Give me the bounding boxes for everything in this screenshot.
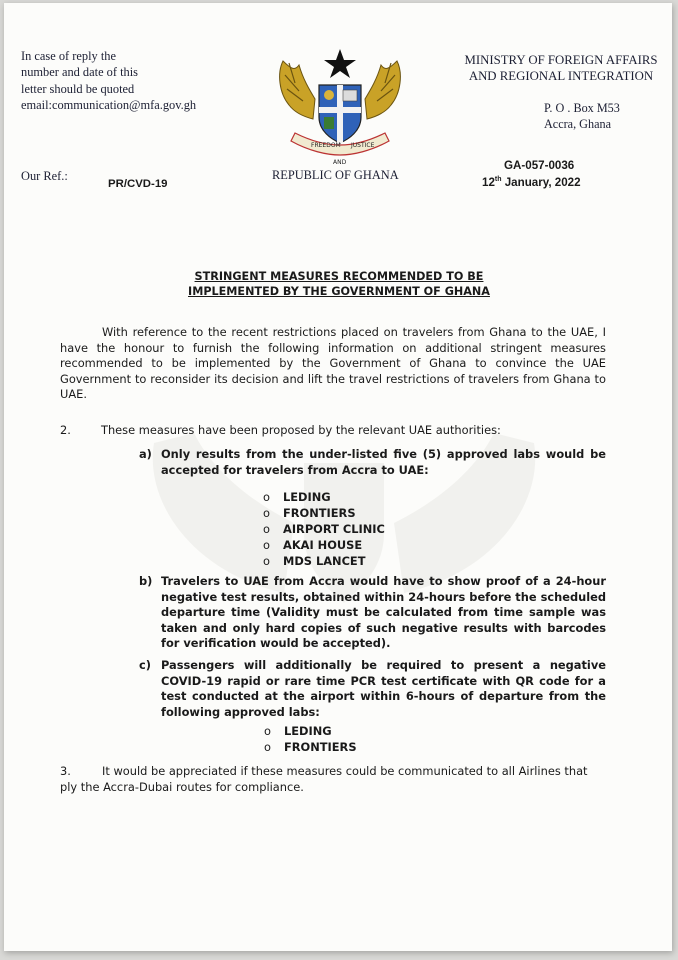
list-item: o LEDING xyxy=(264,723,357,739)
our-ref-label: Our Ref.: xyxy=(21,169,68,183)
reply-note-line: In case of reply the xyxy=(21,49,116,63)
paragraph-3 xyxy=(60,763,606,795)
measure-item-c xyxy=(139,658,606,720)
paragraph-3-text: It would be appreciated if these measures could be communicated to all Airlines that ply the Accra-Dubai routes for compliance. xyxy=(60,764,588,794)
reply-note xyxy=(21,48,196,113)
reply-note-line: number and date of this xyxy=(21,65,138,80)
our-ref-value: PR/CVD-19 xyxy=(108,178,168,190)
document-title xyxy=(154,269,524,299)
ministry-address xyxy=(544,100,620,132)
reference-code: GA-057-0036 xyxy=(504,159,575,172)
date-month-year: January, 2022 xyxy=(501,176,581,189)
date-day: 12 xyxy=(482,176,495,189)
list-item: o MDS LANCET xyxy=(263,553,385,569)
motto-and: AND xyxy=(333,159,347,166)
motto-justice: JUSTICE xyxy=(351,142,375,149)
date-suffix: th xyxy=(494,176,502,184)
list-item: o FRONTIERS xyxy=(264,739,357,755)
paragraph-intro: With reference to the recent restrictions placed on travelers from Ghana to the UAE, I have the honour to furnish the following information on additional stringent measures recommended to be implemented by the Government of Ghana to convince the UAE Government to reconsider its decision and lift the travel restrictions of travelers from Ghana to UAE. xyxy=(60,325,606,402)
item-text: Travelers to UAE from Accra would have to show proof of a 24-hour negative test results, obtained within 24-hours before the scheduled departure time (Validity must be calculated from time sample was taken and only hard copies of such negative results with barcodes for verification would be accepted). xyxy=(161,574,606,651)
list-item: o LEDING xyxy=(263,489,385,505)
republic-heading: REPUBLIC OF GHANA xyxy=(272,168,399,182)
letter-page xyxy=(4,3,672,951)
motto-freedom: FREEDOM xyxy=(311,142,341,149)
list-item: o FRONTIERS xyxy=(263,505,385,521)
approved-labs-list xyxy=(263,489,385,569)
airport-labs-list xyxy=(264,723,357,755)
list-item: o AIRPORT CLINIC xyxy=(263,521,385,537)
reply-note-line: letter should be quoted xyxy=(21,81,135,96)
reply-note-email: email:communication@mfa.gov.gh xyxy=(21,97,197,112)
ministry-line: MINISTRY OF FOREIGN AFFAIRS xyxy=(464,53,658,67)
item-text: Passengers will additionally be required to present a negative COVID-19 rapid or rare time PCR test certificate with QR code for a test conducted at the airport within 6-hours of departure from the following approved labs: xyxy=(161,658,606,719)
item-marker: b) xyxy=(139,574,153,588)
ministry-name xyxy=(453,52,669,84)
measure-item-b xyxy=(139,574,606,652)
address-line: P. O . Box M53 xyxy=(544,101,620,115)
item-marker: c) xyxy=(139,658,151,672)
letter-date xyxy=(482,176,581,189)
title-line: STRINGENT MEASURES RECOMMENDED TO BE xyxy=(194,270,484,283)
item-text: Only results from the under-listed five (5) approved labs would be accepted for travelers from Accra to UAE: xyxy=(161,447,606,477)
paragraph-3-number: 3. xyxy=(60,764,71,778)
list-item: o AKAI HOUSE xyxy=(263,537,385,553)
measure-item-a xyxy=(139,447,606,478)
address-line: Accra, Ghana xyxy=(544,117,611,131)
paragraph-2-number: 2. xyxy=(60,423,71,437)
title-line: IMPLEMENTED BY THE GOVERNMENT OF GHANA xyxy=(188,285,490,298)
paragraph-2-text: These measures have been proposed by the relevant UAE authorities: xyxy=(101,423,501,437)
ghana-coat-of-arms-icon xyxy=(269,43,411,168)
item-marker: a) xyxy=(139,447,152,461)
ministry-line: AND REGIONAL INTEGRATION xyxy=(468,69,654,83)
